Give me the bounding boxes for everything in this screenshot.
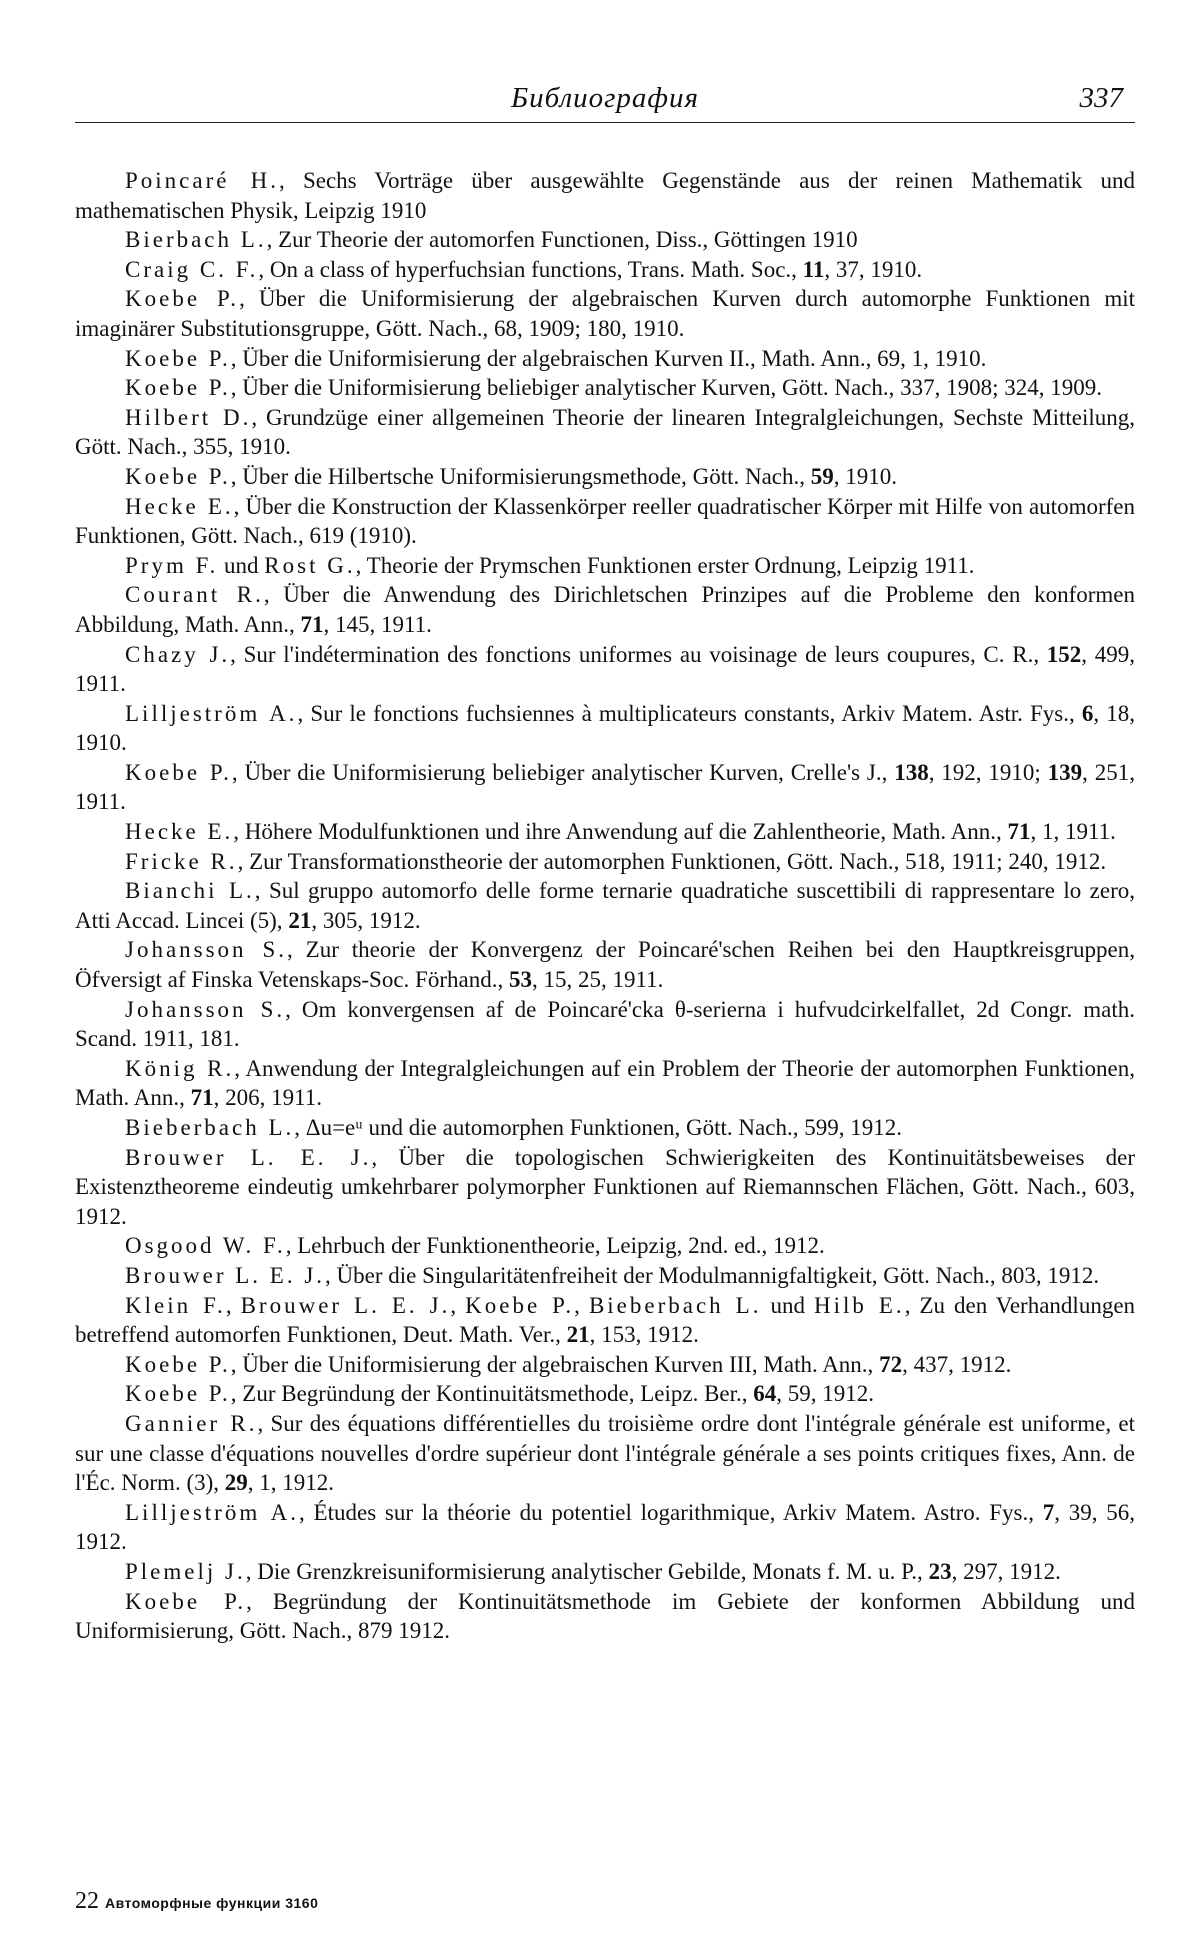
entry-text: , 59, 1912. [776,1381,875,1407]
entry-text: , Über die Anwendung des Dirichletschen Prinzipes auf die Probleme den konformen Abbildung, Math. Ann., [75,582,1135,637]
bib-entry [75,1291,1135,1350]
entry-coauthor: Rost G. [264,552,356,578]
bib-entry [75,284,1135,343]
bib-entry [75,492,1135,551]
entry-volume: 64 [753,1381,777,1407]
entry-author: Hilbert D. [125,404,252,430]
entry-text: , 1, 1911. [1030,819,1116,845]
entry-text: , Höhere Modulfunktionen und ihre Anwendung auf die Zahlentheorie, Math. Ann., [233,819,1008,845]
entry-text: , Über die Uniformisierung beliebiger analytischer Kurven, Crelle's J., [231,759,895,785]
entry-volume: 21 [566,1322,590,1348]
entry-coauthor: Bieberbach L. [588,1292,762,1318]
entry-author: Prym F. [125,552,219,578]
bibliography-list [75,166,1135,1646]
entry-text: , 39, 56, 1912. [75,1499,1135,1555]
entry-text: , 37, 1910. [824,256,923,282]
entry-author: Gannier R. [125,1410,258,1436]
bib-entry [75,640,1135,699]
entry-author: Koebe P. [125,759,232,785]
entry-author: Brouwer L. E. J. [125,1144,372,1170]
bib-entry [75,551,1135,581]
entry-text: , Grundzüge einer allgemeinen Theorie der linearen Integralgleichungen, Sechste Mitteilung, Gött. Nach., 355, 1910. [75,404,1135,460]
entry-text: , Begründung der Kontinuitätsmethode im Gebiete der konformen Abbildung und Uniformisierung, Gött. Nach., 879 1912. [75,1588,1135,1644]
entry-volume: 139 [1047,759,1083,785]
bib-entry [75,373,1135,403]
entry-author: Hecke E. [125,819,234,845]
entry-text: , 206, 1911. [213,1085,323,1111]
entry-author: Lilljeström A. [125,700,298,726]
entry-text: , 437, 1912. [902,1351,1012,1377]
bib-entry [75,1409,1135,1498]
entry-text: , Über die Uniformisierung beliebiger analytischer Kurven, Gött. Nach., 337, 1908; 324, 1909. [230,375,1103,401]
entry-text: , On a class of hyperfuchsian functions, Trans. Math. Soc., [258,256,803,282]
bib-entry [75,817,1135,847]
entry-author: Koebe P. [125,1588,247,1614]
entry-text: , Sul gruppo automorfo delle forme ternarie quadratiche suscettibili di rappresentare lo zero, Atti Accad. Lincei (5), [75,878,1135,933]
bib-entry [75,1350,1135,1380]
bib-entry [75,1557,1135,1587]
entry-author: Craig C. F. [125,256,259,282]
entry-text: , Über die Uniformisierung der algebraischen Kurven II., Math. Ann., 69, 1, 1910. [230,345,987,371]
entry-text: , [225,1292,241,1318]
bib-entry [75,1113,1135,1143]
bib-entry [75,699,1135,758]
entry-text: , Die Grenzkreisuniformisierung analytischer Gebilde, Monats f. M. u. P., [245,1558,929,1584]
entry-author: Plemelj J. [125,1558,246,1584]
bib-entry [75,255,1135,285]
entry-text: , Om konvergensen af de Poincaré'cka θ-serierna i hufvudcirkelfallet, 2d Congr. math. Scand. 1911, 181. [75,996,1135,1052]
entry-text: , Études sur la théorie du potentiel logarithmique, Arkiv Matem. Astro. Fys., [299,1499,1043,1525]
entry-text: , [450,1292,466,1318]
entry-coauthor: Hilb E. [813,1292,905,1318]
entry-author: Bianchi L. [125,878,255,904]
header-rule [75,122,1135,123]
entry-author: Koebe P. [125,463,231,489]
entry-text: , Über die Hilbertsche Uniformisierungsmethode, Gött. Nach., [230,463,811,489]
entry-author: Osgood W. F. [125,1233,286,1259]
entry-author: Poincaré H. [125,168,280,193]
bib-entry [75,847,1135,877]
entry-text: , Sur l'indétermination des fonctions uniformes au voisinage de leurs coupures, C. R., [230,641,1047,667]
entry-text: , Über die Konstruction der Klassenkörper reeller quadratischer Körper mit Hilfe von automorfen Funktionen, Gött. Nach., 619 (1910). [75,493,1135,549]
entry-coauthor: Koebe P. [465,1292,575,1318]
entry-text: , Über die Uniformisierung der algebraischen Kurven durch automorphe Funktionen mit imaginärer Substitutionsgruppe, Gött. Nach., 68, 1909; 180, 1910. [75,286,1135,341]
entry-author: Koebe P. [125,345,231,371]
entry-text: , Über die Singularitätenfreiheit der Modulmannigfaltigkeit, Gött. Nach., 803, 1912. [325,1262,1100,1288]
entry-author: Johansson S. [125,996,286,1022]
entry-text: , 499, 1911. [75,641,1135,697]
entry-text: , 1, 1912. [247,1470,335,1496]
entry-text: , Über die Uniformisierung der algebraischen Kurven III, Math. Ann., [230,1351,880,1377]
entry-volume: 23 [928,1558,952,1584]
entry-text: , Sur des équations différentielles du troisième ordre dont l'intégrale générale est uniforme, et sur une classe d'équations nouvelles d'ordre supérieur dont l'intégrale générale a ses points critiques fixes, Ann. de l'Éc. Norm. (3), [75,1410,1135,1496]
entry-text: und [761,1292,814,1318]
entry-volume: 7 [1042,1499,1055,1525]
signature-number: 22 [75,1888,99,1914]
entry-volume: 71 [300,611,324,637]
entry-author: Koebe P. [125,1351,231,1377]
entry-text: , 251, 1911. [75,759,1136,815]
entry-volume: 6 [1081,700,1094,726]
entry-author: Brouwer L. E. J. [125,1262,326,1288]
running-header [75,82,1135,116]
entry-text: , Zur Transformationstheorie der automorphen Funktionen, Gött. Nach., 518, 1911; 240, 1912. [237,848,1107,874]
entry-text: , 1910. [833,463,897,489]
entry-volume: 59 [810,463,834,489]
entry-author: Chazy J. [125,641,231,667]
entry-author: Hecke E. [125,493,234,519]
bib-entry [75,1231,1135,1261]
entry-author: König R. [125,1055,235,1081]
printer-signature [75,1888,318,1915]
entry-author: Bieberbach L. [125,1115,295,1140]
bib-entry [75,1261,1135,1291]
entry-text: , Sur le fonctions fuchsiennes à multiplicateurs constants, Arkiv Matem. Astr. Fys., [297,700,1082,726]
entry-author: Koebe P. [125,1381,231,1407]
bib-entry [75,876,1135,935]
entry-coauthor: Brouwer L. E. J. [240,1292,451,1318]
entry-text: , Zur Theorie der automorfen Functionen, Diss., Göttingen 1910 [266,227,858,253]
bib-entry [75,580,1135,639]
entry-volume: 152 [1046,641,1082,667]
bib-entry [75,1143,1135,1232]
bib-entry [75,166,1135,225]
bib-entry [75,1587,1135,1646]
entry-text: , Anwendung der Integralgleichungen auf ein Problem der Theorie der automorphen Funktionen, Math. Ann., [75,1055,1135,1111]
entry-text: , 153, 1912. [589,1322,699,1348]
entry-volume: 29 [224,1470,248,1496]
entry-text: , Δu=eᵘ und die automorphen Funktionen, Gött. Nach., 599, 1912. [294,1115,902,1140]
signature-text: Автоморфные функции 3160 [105,1895,319,1911]
entry-author: Bierbach L. [125,227,267,253]
running-title: Библиография [511,82,699,114]
entry-volume: 21 [288,907,312,933]
entry-text: , Lehrbuch der Funktionentheorie, Leipzig, 2nd. ed., 1912. [285,1233,825,1259]
entry-volume: 71 [190,1085,214,1111]
entry-text: , 145, 1911. [323,611,432,637]
entry-text: , Sechs Vorträge über ausgewählte Gegenstände aus der reinen Mathematik und mathematischen Physik, Leipzig 1910 [75,168,1135,223]
entry-author: Klein F. [125,1292,226,1318]
entry-text: , 192, 1910; [928,759,1048,785]
entry-author: Courant R. [125,582,264,608]
bib-entry [75,462,1135,492]
bib-entry [75,758,1135,817]
entry-volume: 72 [879,1351,903,1377]
entry-text: , Zur theorie der Konvergenz der Poincaré'schen Reihen bei den Hauptkreisgruppen, Öfversigt af Finska Vetenskaps-Soc. Förhand., [75,937,1136,993]
bib-entry [75,403,1135,462]
entry-text: , [574,1292,589,1318]
entry-text: , 18, 1910. [75,700,1135,756]
entry-text: , Theorie der Prymschen Funktionen erster Ordnung, Leipzig 1911. [355,552,975,578]
entry-text: , 15, 25, 1911. [531,967,664,993]
entry-author: Johansson S. [125,937,288,963]
page-number: 337 [1079,82,1123,114]
entry-text: , 305, 1912. [311,907,421,933]
entry-text: und [218,552,265,578]
bib-entry [75,1054,1135,1113]
entry-volume: 11 [802,256,825,282]
entry-text: , 297, 1912. [951,1558,1061,1584]
entry-author: Koebe P. [125,286,240,312]
bib-entry [75,344,1135,374]
bib-entry [75,225,1135,255]
entry-text: , Über die topologischen Schwierigkeiten des Kontinuitätsbeweises der Existenztheoreme eindeutig umkehrbarer polymorpher Funktionen auf Riemannschen Flächen, Gött. Nach., 603, 1912. [75,1144,1136,1229]
bib-entry [75,995,1135,1054]
bib-entry [75,1498,1135,1557]
entry-text: , Zur Begründung der Kontinuitätsmethode, Leipz. Ber., [230,1381,754,1407]
entry-volume: 53 [508,967,532,993]
entry-volume: 138 [894,759,929,785]
entry-volume: 71 [1007,819,1031,845]
entry-author: Fricke R. [125,848,238,874]
entry-author: Lilljeström A. [125,1499,300,1525]
bib-entry [75,1379,1135,1409]
entry-author: Koebe P. [125,375,231,401]
entry-text: , Zu den Verhandlungen betreffend automorfen Funktionen, Deut. Math. Ver., [75,1292,1136,1348]
bib-entry [75,935,1135,994]
